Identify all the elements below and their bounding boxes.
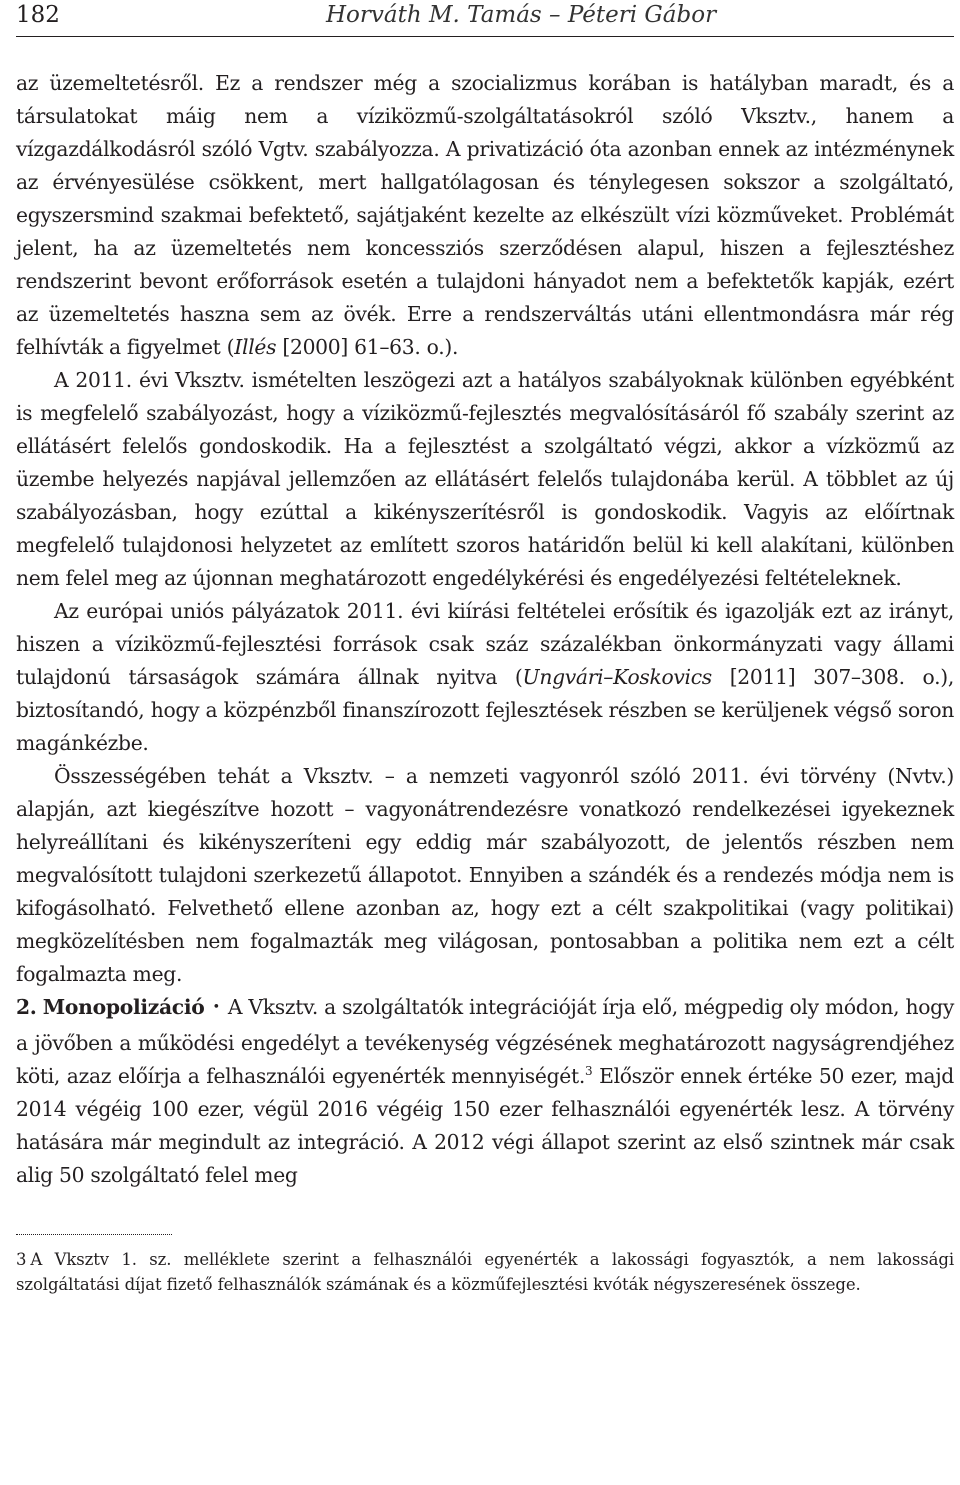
bullet-icon: • xyxy=(212,1000,220,1015)
footnote xyxy=(16,1247,954,1297)
paragraph: az üzemeltetésről. Ez a rendszer még a szocializmus korában is hatályban maradt, és a társulatokat máig nem a víziközmű-szolgáltatásokról szóló Vksztv., hanem a vízgazdálkodásról szóló Vgtv. szabályozza. A privatizáció óta azonban ennek az intézménynek az érvényesülése csökkent, mert hallgatólagosan és ténylegesen sokszor a szolgáltató, egyszersmind szakmai befektető, sajátjaként kezelte az elkészült vízi közműveket. Problémát jelent, ha az üzemeltetés nem koncessziós szerződésen alapul, hiszen a fejlesztéshez rendszerint bevont erőforrások esetén a tulajdoni hányadot nem a befektetők kapják, ezért az üzemeltetés haszna sem az övék. Erre a rendszerváltás utáni ellentmondásra már rég felhívták a figyelmet (Illés [2000] 61–63. o.). xyxy=(16,71,954,359)
citation-author: Illés xyxy=(234,335,277,359)
footnote-number: 3 xyxy=(16,1250,27,1269)
paragraph: A 2011. évi Vksztv. ismételten leszögezi azt a hatályos szabályoknak különben egyébként is megfelelő szabályozást, hogy a víziközmű-fejlesztés megvalósításáról fő szabály szerint az ellátásért felelős gondoskodik. Ha a fejlesztést a szolgáltató végzi, akkor a vízközmű az üzembe helyezés napjával jellemzően az ellátásért felelős tulajdonába kerül. A többlet az új szabályozásban, hogy ezúttal a kikényszerítésről is gondoskodik. Vagyis az előírtnak megfelelő tulajdonosi helyzetet az említett szoros határidőn belül ki kell alakítani, különben nem felel meg az újonnan meghatározott engedélykérési és engedélyezési feltételeknek. xyxy=(16,368,954,590)
paragraph: Az európai uniós pályázatok 2011. évi kiírási feltételei erősítik és igazolják ezt az irányt, hiszen a víziközmű-fejlesztési források csak száz százalékban önkormányzati vagy állami tulajdonú társaságok számára állnak nyitva (Ungvári–Koskovics [2011] 307–308. o.), biztosítandó, hogy a közpénzből finanszírozott fejlesztések részben se kerüljenek végső soron magánkézbe. xyxy=(16,599,954,755)
footnote-reference[interactable]: 3 xyxy=(585,1064,593,1079)
body-text xyxy=(16,67,954,1192)
paragraph: Összességében tehát a Vksztv. – a nemzeti vagyonról szóló 2011. évi törvény (Nvtv.) alapján, azt kiegészítve hozott – vagyonátrendezésre vonatkozó rendelkezései igyekeznek helyreállítani és kikényszeríteni egy eddig már szabályozott, de jelentős részben nem megvalósított tulajdoni szerkezetű állapotot. Ennyiben a szándék és a rendezés módja nem is kifogásolható. Felvethető ellene azonban az, hogy ezt a célt szakpolitikai (vagy politikai) megközelítésben nem fogalmazták meg világosan, pontosabban a politika nem ezt a célt fogalmazta meg. xyxy=(16,764,954,986)
running-title: Horváth M. Tamás – Péteri Gábor xyxy=(326,2,717,28)
footnote-separator xyxy=(16,1234,172,1235)
section-paragraph: 2. Monopolizáció • A Vksztv. a szolgáltatók integrációját írja elő, mégpedig oly módon, hogy a jövőben a működési engedélyt a tevékenység végzésének meghatározott nagyságrendjéhez köti, azaz előírja a felhasználói egyenérték mennyiségét.$^3$ Először ennek értéke 50 ezer, majd 2014 végéig 100 ezer, végül 2016 végéig 150 ezer felhasználói egyenérték lesz. A törvény hatására már megindult az integráció. A 2012 végi állapot szerint az első szintnek már csak alig 50 szolgáltató felel meg xyxy=(16,995,954,1187)
citation-author: Ungvári–Koskovics xyxy=(522,665,712,689)
page-number: 182 xyxy=(16,2,60,28)
section-number: 2. xyxy=(16,995,37,1019)
document-page xyxy=(16,0,954,1297)
footnote-text: A Vksztv 1. sz. melléklete szerint a felhasználói egyenérték a lakossági fogyasztók, a nem lakossági szolgáltatási díjat fizető felhasználók számának és a közműfejlesztési kvóták négyszeresének összege. xyxy=(16,1250,954,1294)
section-title: Monopolizáció xyxy=(42,995,205,1019)
running-header xyxy=(16,0,954,37)
